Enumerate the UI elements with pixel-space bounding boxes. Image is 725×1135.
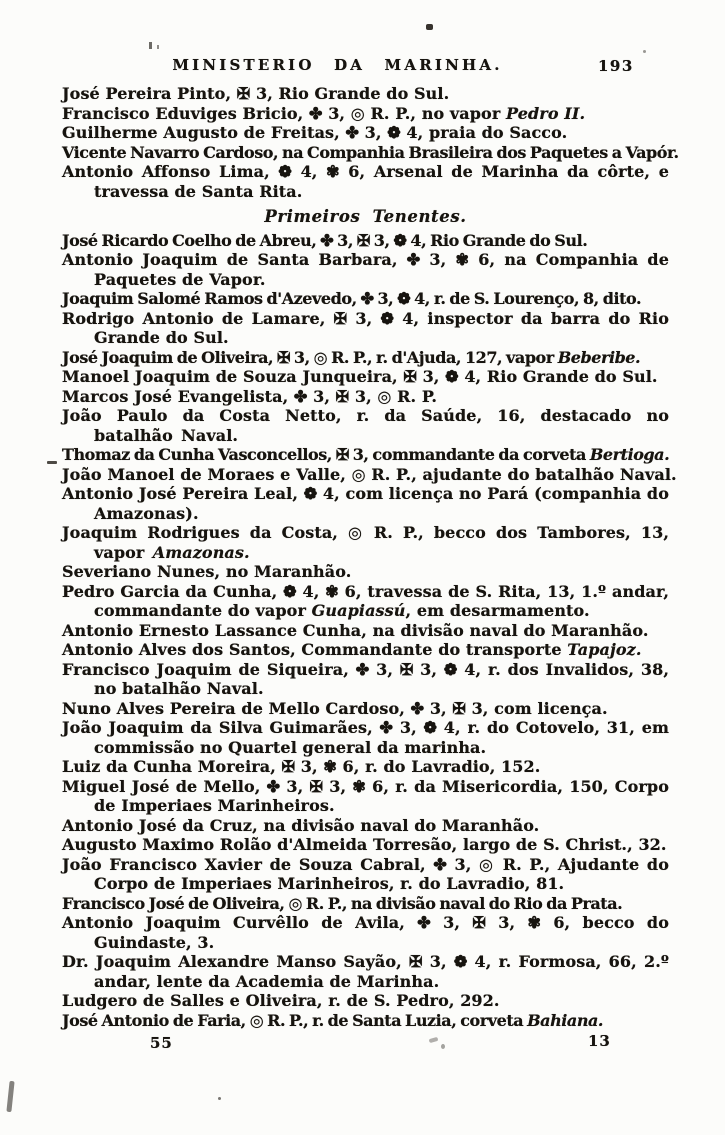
scan-artifact	[218, 1097, 221, 1100]
officer-entry	[62, 1011, 669, 1031]
entry-text: José Antonio de Faria, ◎ R. P., r. de Santa Luzia, corveta	[62, 1010, 528, 1030]
ship-name-italic: Amazonas.	[152, 542, 250, 562]
entry-text: Francisco Eduviges Bricio, ✤ 3, ◎ R. P., no vapor	[62, 103, 507, 123]
officer-entry	[62, 387, 669, 407]
entry-text: Guilherme Augusto de Freitas, ✤ 3, ❁ 4, praia do Sacco.	[62, 123, 568, 142]
officer-entry	[62, 816, 669, 836]
entry-text: Severiano Nunes, no Maranhão.	[62, 562, 352, 581]
officer-entry	[62, 582, 669, 621]
entry-text: Antonio Joaquim Curvêllo de Avila, ✤ 3, ✠ 3, ✾ 6, becco do Guindaste, 3.	[62, 913, 669, 952]
ship-name-italic: Bertioga.	[589, 445, 670, 464]
footer-folio-right: 13	[588, 1032, 611, 1050]
officer-list	[62, 84, 679, 1030]
scan-artifact	[643, 50, 646, 53]
officer-entry	[62, 162, 669, 201]
scan-artifact	[149, 42, 152, 49]
page-number: 193	[598, 57, 634, 75]
officer-entry	[62, 952, 669, 991]
officer-entry	[62, 250, 669, 289]
entry-text: José Pereira Pinto, ✠ 3, Rio Grande do Sul.	[62, 84, 450, 103]
entry-text: Augusto Maximo Rolão d'Almeida Torresão, largo de S. Christ., 32.	[62, 835, 667, 854]
officer-entry	[62, 445, 669, 465]
officer-entry	[62, 484, 669, 523]
officer-entry	[62, 640, 669, 660]
entry-text: Ludgero de Salles e Oliveira, r. de S. Pedro, 292.	[62, 991, 500, 1010]
officer-entry	[62, 142, 679, 163]
entry-text: Antonio José da Cruz, na divisão naval do Maranhão.	[62, 815, 540, 835]
ship-name-italic: Tapajoz.	[567, 640, 642, 659]
entry-text: Thomaz da Cunha Vasconcellos, ✠ 3, commandante da corveta	[62, 445, 590, 464]
entry-text: Nuno Alves Pereira de Mello Cardoso, ✤ 3, ✠ 3, com licença.	[62, 698, 608, 718]
entry-text: Joaquim Rodrigues da Costa, ◎ R. P., becco dos Tambores, 13, vapor	[62, 523, 669, 562]
entry-text: João Joaquim da Silva Guimarães, ✤ 3, ❁ 4, r. do Cotovelo, 31, em commissão no Quartel general da marinha.	[62, 718, 669, 757]
page-title: MINISTERIO DA MARINHA.	[172, 56, 503, 74]
officer-entry	[62, 104, 669, 124]
entry-text: Luiz da Cunha Moreira, ✠ 3, ✾ 6, r. do Lavradio, 152.	[62, 757, 541, 776]
entry-text: Marcos José Evangelista, ✤ 3, ✠ 3, ◎ R. P.	[62, 386, 438, 406]
officer-entry	[62, 523, 669, 562]
footer-folio-left: 55	[150, 1034, 173, 1052]
entry-text: João Francisco Xavier de Souza Cabral, ✤ 3, ◎ R. P., Ajudante do Corpo de Imperiaes Marinheiros, r. do Lavradio, 81.	[62, 854, 669, 893]
officer-entry	[62, 123, 669, 143]
ship-name-italic: Pedro II.	[506, 103, 586, 123]
ship-name-italic: Guapiassú	[311, 601, 406, 620]
entry-text: Antonio Joaquim de Santa Barbara, ✤ 3, ✾ 6, na Companhia de Paquetes de Vapor.	[62, 250, 669, 289]
scan-artifact	[6, 1081, 14, 1112]
ship-name-italic: Bahiana.	[527, 1010, 604, 1030]
ship-name-italic: Primeiros Tenentes.	[264, 207, 467, 226]
entry-text: Antonio Alves dos Santos, Commandante do transporte	[62, 640, 568, 659]
entry-text: Manoel Joaquim de Souza Junqueira, ✠ 3, ❁ 4, Rio Grande do Sul.	[62, 367, 658, 386]
officer-entry	[62, 660, 669, 699]
officer-entry	[62, 289, 669, 309]
officer-entry	[62, 348, 669, 368]
officer-entry	[62, 84, 669, 104]
entry-text: Francisco José de Oliveira, ◎ R. P., na divisão naval do Rio da Prata.	[62, 893, 623, 913]
entry-text: João Paulo da Costa Netto, r. da Saúde, 16, destacado no batalhão Naval.	[62, 406, 669, 445]
officer-entry	[62, 699, 669, 719]
entry-text: Rodrigo Antonio de Lamare, ✠ 3, ❁ 4, inspector da barra do Rio Grande do Sul.	[62, 308, 669, 347]
entry-text: , em desarmamento.	[405, 601, 590, 620]
officer-entry	[62, 855, 669, 894]
entry-text: Antonio Affonso Lima, ❁ 4, ✾ 6, Arsenal de Marinha da côrte, e travessa de Santa Rita.	[62, 162, 669, 201]
scan-artifact	[441, 1044, 445, 1049]
entry-text: José Joaquim de Oliveira, ✠ 3, ◎ R. P., r. d'Ajuda, 127, vapor	[62, 347, 558, 367]
officer-entry	[62, 562, 669, 582]
scan-artifact	[157, 45, 159, 49]
scan-artifact	[47, 461, 57, 464]
entry-text: João Manoel de Moraes e Valle, ◎ R. P., ajudante do batalhão Naval.	[62, 464, 677, 484]
officer-entry	[62, 231, 669, 251]
officer-entry	[62, 406, 669, 445]
entry-text: Pedro Garcia da Cunha, ❁ 4, ✾ 6, travessa de S. Rita, 13, 1.º andar, commandante do vapor	[62, 581, 669, 620]
ship-name-italic: Beberibe.	[557, 347, 641, 367]
section-heading	[62, 207, 669, 227]
officer-entry	[62, 367, 669, 387]
officer-entry	[62, 913, 669, 952]
officer-entry	[62, 835, 669, 855]
entry-text: José Ricardo Coelho de Abreu, ✤ 3, ✠ 3, ❁ 4, Rio Grande do Sul.	[62, 230, 588, 250]
entry-text: Francisco Joaquim de Siqueira, ✤ 3, ✠ 3, ❁ 4, r. dos Invalidos, 38, no batalhão Naval.	[62, 659, 669, 698]
entry-text: Joaquim Salomé Ramos d'Azevedo, ✤ 3, ❁ 4, r. de S. Lourenço, 8, dito.	[62, 289, 642, 308]
officer-entry	[62, 991, 669, 1011]
entry-text: Dr. Joaquim Alexandre Manso Sayão, ✠ 3, ❁ 4, r. Formosa, 66, 2.º andar, lente da Academia de Marinha.	[62, 952, 669, 991]
entry-text: Antonio José Pereira Leal, ❁ 4, com licença no Pará (companhia do Amazonas).	[62, 484, 669, 523]
scan-artifact	[426, 24, 433, 30]
scan-artifact	[429, 1037, 439, 1043]
officer-entry	[62, 718, 669, 757]
entry-text: Miguel José de Mello, ✤ 3, ✠ 3, ✾ 6, r. da Misericordia, 150, Corpo de Imperiaes Marinheiros.	[62, 776, 669, 815]
officer-entry	[62, 464, 677, 485]
officer-entry	[62, 621, 669, 641]
officer-entry	[62, 757, 669, 777]
officer-entry	[62, 777, 669, 816]
entry-text: Antonio Ernesto Lassance Cunha, na divisão naval do Maranhão.	[62, 620, 649, 640]
officer-entry	[62, 894, 669, 914]
page-header	[62, 55, 669, 74]
entry-text: Vicente Navarro Cardoso, na Companhia Brasileira dos Paquetes a Vapór.	[62, 142, 679, 162]
officer-entry	[62, 309, 669, 348]
